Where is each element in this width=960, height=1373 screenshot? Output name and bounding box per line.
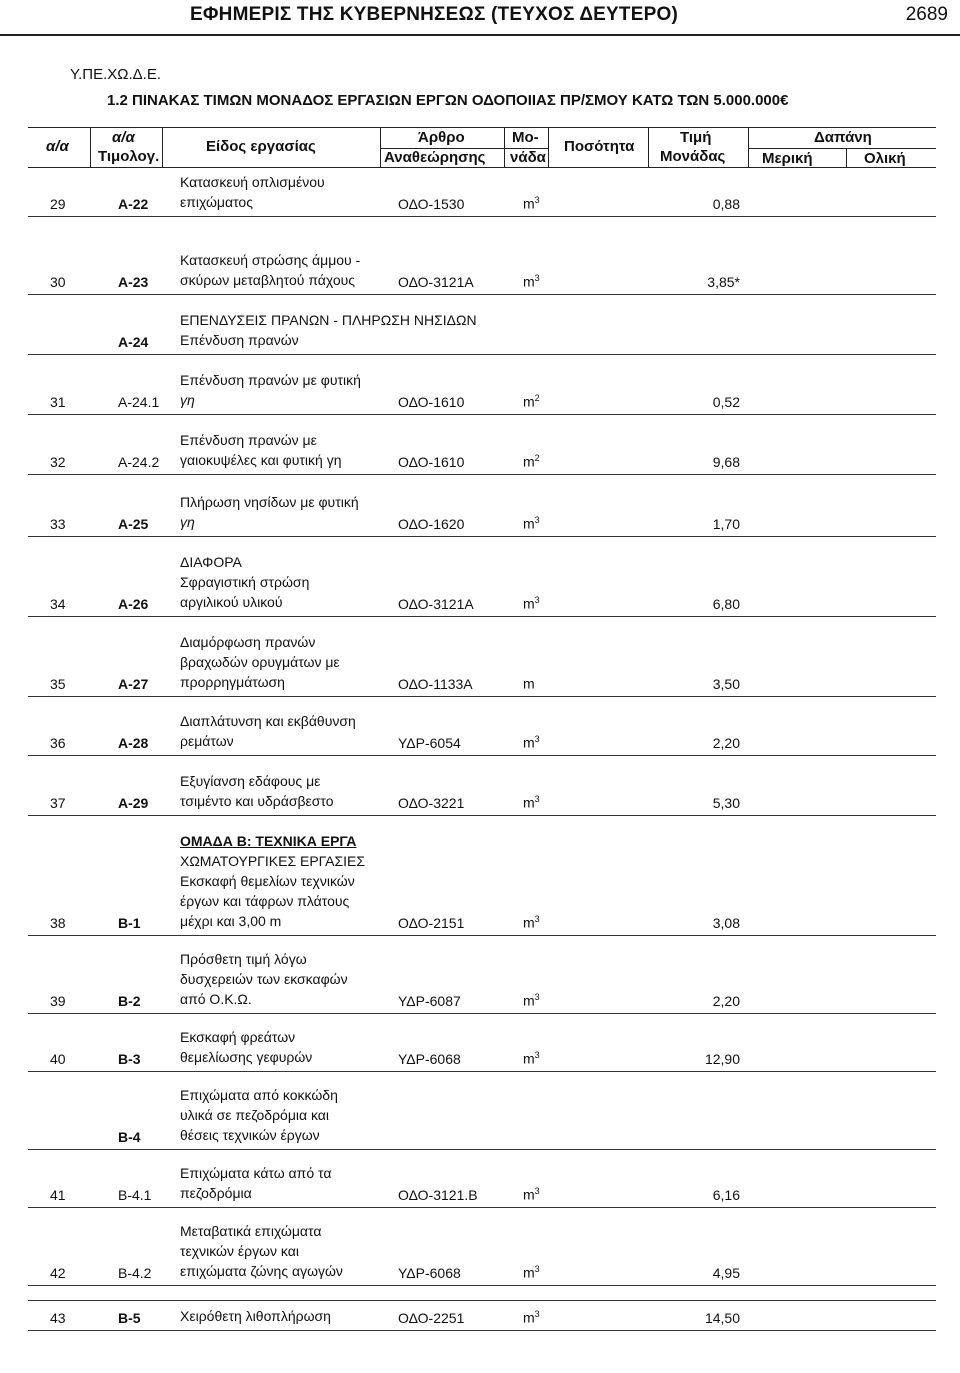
row-price: 3,85*: [707, 274, 740, 290]
row-rule: [28, 216, 936, 217]
col-divider: [504, 127, 505, 167]
row-price: 5,30: [712, 795, 740, 811]
row-unit: $m^3$: [523, 595, 540, 612]
row-unit: $m^3$: [523, 734, 540, 751]
row-rule: [28, 1330, 936, 1331]
row-article: ΟΔΟ-1610: [398, 454, 465, 470]
row-aa: 43: [50, 1310, 66, 1326]
table-row: [28, 766, 936, 816]
row-rule: [28, 616, 936, 617]
row-rule: [28, 294, 936, 295]
row-code: Β-1: [118, 915, 141, 931]
row-article: ΟΔΟ-3221: [398, 795, 465, 811]
row-code: Β-4.1: [118, 1187, 152, 1203]
row-aa: 35: [50, 676, 66, 692]
row-unit: $m^3$: [523, 273, 540, 290]
row-price: 4,95: [712, 1265, 740, 1281]
col-type: Είδος εργασίας: [206, 138, 316, 155]
row-aa: 38: [50, 915, 66, 931]
row-rule: [28, 1207, 936, 1208]
row-desc: Διαπλάτυνση και εκβάθυνση ρεμάτων: [180, 713, 356, 749]
row-unit: $m^3$: [523, 515, 540, 532]
row-desc: Πρόσθετη τιμή λόγω δυσχερειών των εκσκαφών από Ο.Κ.Ω.: [180, 951, 348, 1007]
row-price: 6,16: [712, 1187, 740, 1203]
row-unit: $m^3$: [523, 1186, 540, 1203]
col-quantity: Ποσότητα: [564, 138, 635, 155]
col-code-line2: Τιμολογ.: [98, 148, 160, 165]
col-code-line1: α/α: [112, 129, 135, 146]
col-price-line1: Τιμή: [680, 129, 712, 146]
row-code: Α-23: [118, 274, 149, 290]
table-row: [28, 627, 936, 697]
row-desc: ΕΠΕΝΔΥΣΕΙΣ ΠΡΑΝΩΝ - ΠΛΗΡΩΣΗ ΝΗΣΙΔΩΝ Επένδυση πρανών: [180, 312, 477, 348]
row-price: 3,50: [712, 676, 740, 692]
col-divider: [90, 127, 91, 167]
table-row: [28, 305, 936, 355]
col-cost-total: Ολική: [864, 150, 906, 167]
row-code: Β-4.2: [118, 1265, 152, 1281]
row-rule: [28, 755, 936, 756]
row-rule: [28, 815, 936, 816]
table-row: [28, 1300, 936, 1331]
row-price: 1,70: [712, 516, 740, 532]
row-unit: m: [523, 676, 535, 692]
row-unit: $m^3$: [523, 1050, 540, 1067]
row-desc: Επιχώματα από κοκκώδη υλικά σε πεζοδρόμια και θέσεις τεχνικών έργων: [180, 1087, 338, 1143]
row-code: Α-24: [118, 334, 149, 350]
col-article-line1: Άρθρο: [418, 129, 465, 146]
row-aa: 31: [50, 394, 66, 410]
row-code: Β-5: [118, 1310, 141, 1326]
table-row: [28, 1158, 936, 1208]
row-article: ΟΔΟ-1530: [398, 196, 465, 212]
row-rule: [28, 474, 936, 475]
row-desc: Κατασκευή οπλισμένου επιχώματος: [180, 174, 325, 210]
col-divider: [748, 127, 749, 167]
row-aa: 42: [50, 1265, 66, 1281]
row-article: ΟΔΟ-1620: [398, 516, 465, 532]
row-article: ΟΔΟ-1133Α: [398, 676, 473, 692]
row-desc: Επιχώματα κάτω από τα πεζοδρόμια: [180, 1165, 332, 1201]
row-article: ΟΔΟ-3121.Β: [398, 1187, 478, 1203]
row-price: 12,90: [704, 1051, 740, 1067]
row-aa: 32: [50, 454, 66, 470]
row-rule: [28, 1071, 936, 1072]
row-rule: [28, 1013, 936, 1014]
row-unit: $m^3$: [523, 992, 540, 1009]
row-code: Β-3: [118, 1051, 141, 1067]
row-rule: [28, 696, 936, 697]
row-article: ΥΔΡ-6054: [398, 735, 461, 751]
row-desc: Επένδυση πρανών με γαιοκυψέλες και φυτική γη: [180, 432, 342, 468]
row-unit: $m^2$: [523, 393, 540, 410]
row-rule: [28, 414, 936, 415]
col-unit-line2: νάδα: [510, 149, 546, 166]
col-cost-partial: Μερική: [762, 150, 813, 167]
row-aa: 39: [50, 993, 66, 1009]
row-code: Α-27: [118, 676, 149, 692]
row-desc: Κατασκευή στρώσης άμμου - σκύρων μεταβλητού πάχους: [180, 252, 361, 288]
row-desc: Εκσκαφή φρεάτων θεμελίωσης γεφυρών: [180, 1029, 313, 1065]
row-desc: Εξυγίανση εδάφους με τσιμέντο και υδράσβεστο: [180, 773, 334, 809]
gazette-title: ΕΦΗΜΕΡΙΣ ΤΗΣ ΚΥΒΕΡΝΗΣΕΩΣ (ΤΕΥΧΟΣ ΔΕΥΤΕΡΟ): [190, 4, 678, 25]
row-aa: 37: [50, 795, 66, 811]
row-price: 6,80: [712, 596, 740, 612]
row-article: ΟΔΟ-3121Α: [398, 596, 474, 612]
row-code: Α-22: [118, 196, 149, 212]
row-article: ΟΔΟ-2251: [398, 1310, 465, 1326]
table-title: 1.2 ΠΙΝΑΚΑΣ ΤΙΜΩΝ ΜΟΝΑΔΟΣ ΕΡΓΑΣΙΩΝ ΕΡΓΩΝ ΟΔΟΠΟΙΙΑΣ ΠΡ/ΣΜΟΥ ΚΑΤΩ ΤΩΝ 5.000.000€: [107, 92, 789, 109]
row-code: Β-4: [118, 1129, 141, 1145]
page-number: 2689: [905, 4, 948, 25]
col-article-line2: Αναθεώρησης: [384, 149, 486, 166]
group-heading: ΟΜΑΔΑ Β: ΤΕΧΝΙΚΑ ΕΡΓΑ: [180, 833, 357, 849]
row-price: 3,08: [712, 915, 740, 931]
col-unit-line1: Μο-: [512, 129, 539, 146]
header-top-rule: [28, 127, 936, 128]
row-aa: 29: [50, 196, 66, 212]
row-code: Α-24.1: [118, 394, 160, 410]
row-unit: $m^3$: [523, 1309, 540, 1326]
agency-label: Υ.ΠΕ.ΧΩ.Δ.Ε.: [70, 66, 162, 83]
table-row: [28, 1022, 936, 1072]
col-divider: [380, 127, 381, 167]
header-rule: [0, 34, 960, 36]
row-aa: 34: [50, 596, 66, 612]
row-price: 14,50: [704, 1310, 740, 1326]
row-aa: 30: [50, 274, 66, 290]
row-rule: [28, 1285, 936, 1286]
row-price: 0,88: [712, 196, 740, 212]
table-row: [28, 1082, 936, 1150]
row-article: ΟΔΟ-2151: [398, 915, 465, 931]
row-code: Α-26: [118, 596, 149, 612]
row-price: 0,52: [712, 394, 740, 410]
table-row: [28, 826, 936, 936]
table-row: [28, 1218, 936, 1286]
row-price: 9,68: [712, 454, 740, 470]
row-article: ΟΔΟ-1610: [398, 394, 465, 410]
row-code: Α-28: [118, 735, 149, 751]
row-desc: Χειρόθετη λιθοπλήρωση: [180, 1308, 331, 1324]
row-aa: 33: [50, 516, 66, 532]
row-desc: ΟΜΑΔΑ Β: ΤΕΧΝΙΚΑ ΕΡΓΑ ΧΩΜΑΤΟΥΡΓΙΚΕΣ ΕΡΓΑΣΙΕΣ Εκσκαφή θεμελίων τεχνικών έργων και τάφρων πλάτους μέχρι και 3,00 m: [180, 833, 365, 929]
row-article: ΥΔΡ-6087: [398, 993, 461, 1009]
row-desc: ΔΙΑΦΟΡΑ Σφραγιστική στρώση αργιλικού υλικού: [180, 554, 310, 610]
row-desc: Επένδυση πρανών με φυτική γη: [180, 372, 361, 408]
table-row: [28, 706, 936, 756]
col-divider: [648, 127, 649, 167]
row-article: ΟΔΟ-3121Α: [398, 274, 474, 290]
col-aa: α/α: [46, 138, 69, 155]
table-row: [28, 545, 936, 617]
row-article: ΥΔΡ-6068: [398, 1265, 461, 1281]
table-row: [28, 167, 936, 217]
col-price-line2: Μονάδας: [660, 148, 726, 165]
table-row: [28, 425, 936, 475]
table-header: [28, 127, 936, 167]
row-unit: $m^3$: [523, 1264, 540, 1281]
row-unit: $m^2$: [523, 453, 540, 470]
col-divider: [846, 148, 847, 167]
row-code: Α-25: [118, 516, 149, 532]
page-header: [0, 0, 960, 40]
row-rule: [28, 536, 936, 537]
row-rule: [28, 1149, 936, 1150]
row-desc: Μεταβατικά επιχώματα τεχνικών έργων και επιχώματα ζώνης αγωγών: [180, 1223, 343, 1279]
row-desc: Διαμόρφωση πρανών βραχωδών ορυγμάτων με προρρηγμάτωση: [180, 634, 340, 690]
table-row: [28, 487, 936, 537]
row-aa: 40: [50, 1051, 66, 1067]
row-unit: $m^3$: [523, 195, 540, 212]
row-price: 2,20: [712, 993, 740, 1009]
table-row: [28, 232, 936, 295]
row-price: 2,20: [712, 735, 740, 751]
row-rule: [28, 354, 936, 355]
cost-split-rule: [748, 148, 936, 149]
row-code: Α-24.2: [118, 454, 160, 470]
col-cost: Δαπάνη: [814, 129, 872, 146]
row-aa: 41: [50, 1187, 66, 1203]
row-code: Β-2: [118, 993, 141, 1009]
table-row: [28, 365, 936, 415]
row-article: ΥΔΡ-6068: [398, 1051, 461, 1067]
row-code: Α-29: [118, 795, 149, 811]
col-divider: [162, 127, 163, 167]
row-unit: $m^3$: [523, 794, 540, 811]
table-row: [28, 944, 936, 1014]
col-divider: [548, 127, 549, 167]
row-rule: [28, 935, 936, 936]
row-aa: 36: [50, 735, 66, 751]
row-unit: $m^3$: [523, 914, 540, 931]
row-desc: Πλήρωση νησίδων με φυτική γη: [180, 494, 359, 530]
